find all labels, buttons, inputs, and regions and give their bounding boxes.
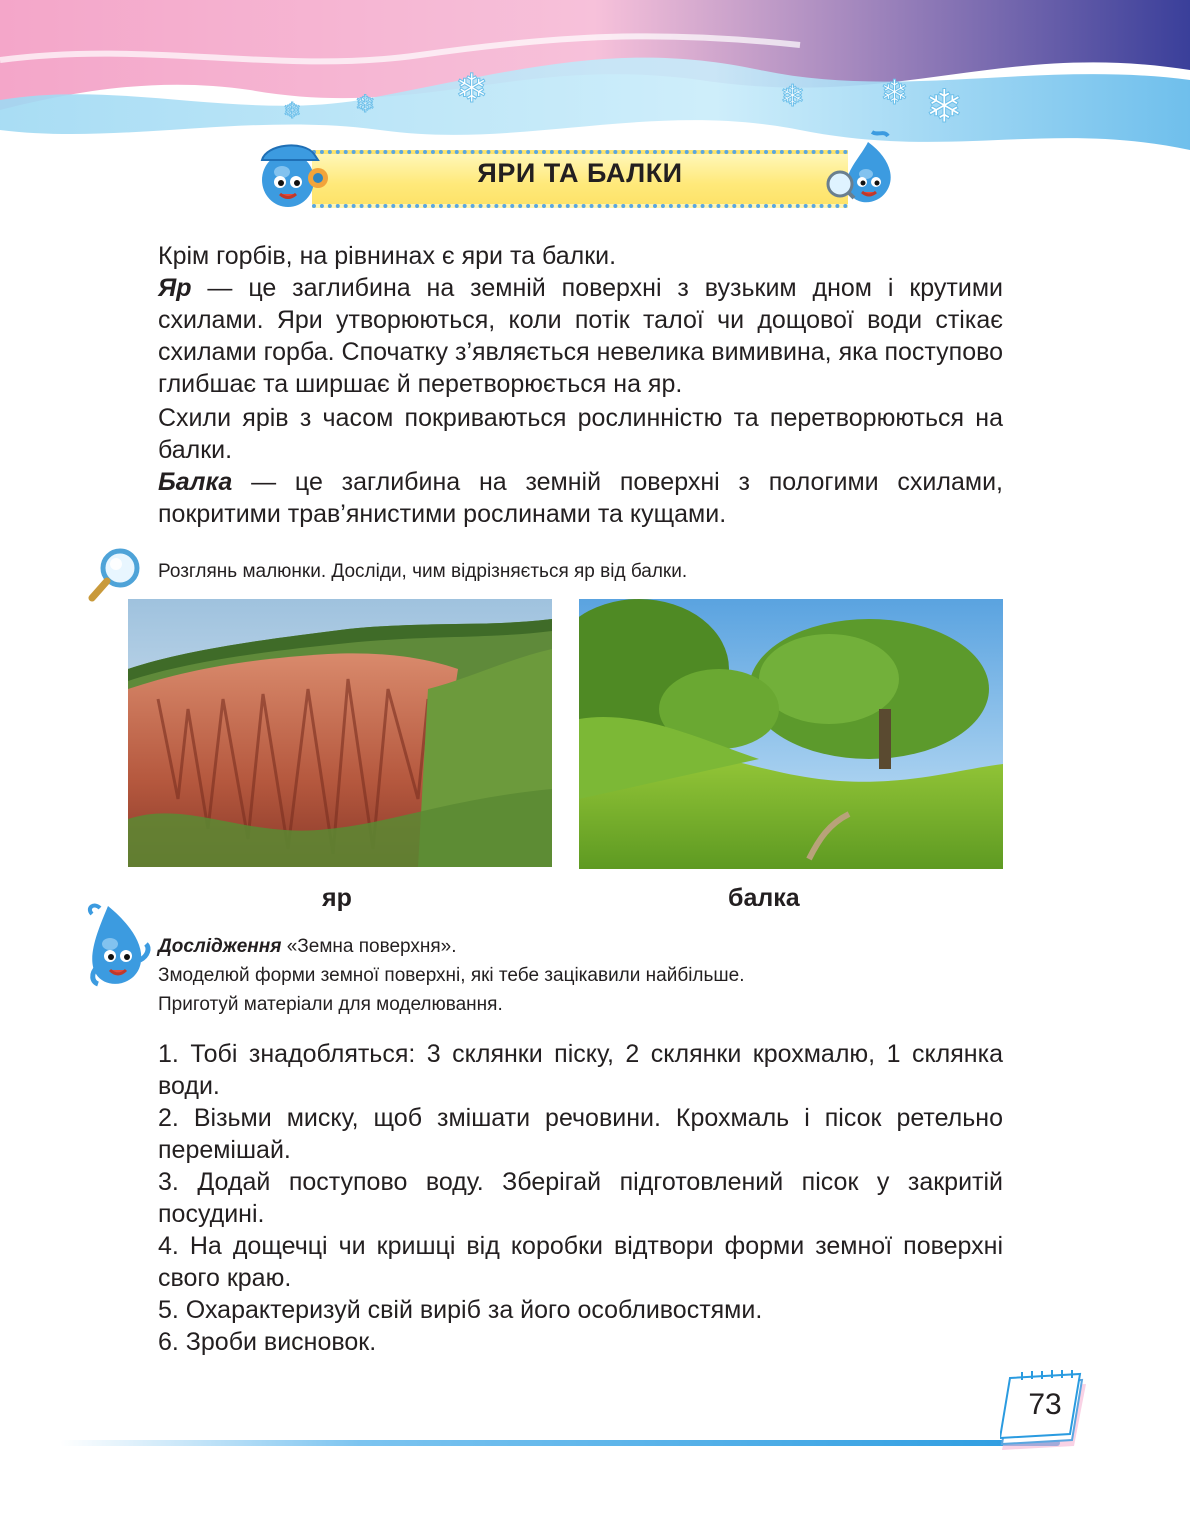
svg-text:❄: ❄ — [283, 99, 302, 124]
list-item: 1. Тобі знадобляться: 3 склянки піску, 2 склянки крохмалю, 1 склянка води. — [158, 1040, 1003, 1100]
svg-text:❄: ❄ — [880, 73, 909, 113]
research-term: Дослідження — [158, 936, 282, 957]
list-item: 2. Візьми миску, щоб змішати речовини. Крохмаль і пісок ретельно перемішай. — [158, 1104, 1003, 1164]
research-title: Дослідження «Земна поверхня». — [158, 936, 457, 957]
svg-text:❄: ❄ — [355, 90, 376, 118]
gully-photo — [579, 599, 1003, 869]
balka-term: Балка — [158, 468, 233, 496]
bottom-line — [60, 1440, 1060, 1446]
svg-text:❄: ❄ — [780, 79, 806, 114]
page-number: 73 — [1028, 1388, 1062, 1421]
yar-definition: Яр — це заглибина на земній поверхні з вузьким дном і крутими схилами. Яри утворюються, коли потік талої чи дощової води стікає схилами горба. Спочатку з’являється невелика вимивина, яка поступово глибшає та ширшає й перетворюється на яр. — [158, 274, 1003, 398]
list-item: 4. На дощечці чи кришці від коробки відтвори форми земної поверхні свого краю. — [158, 1232, 1003, 1292]
water-drop-mascot-icon — [80, 900, 156, 996]
svg-text:❄: ❄ — [925, 79, 964, 133]
caption-yar: яр — [322, 884, 352, 912]
svg-text:❄: ❄ — [455, 66, 489, 112]
list-item: 5. Охарактеризуй свій виріб за його особливостями. — [158, 1296, 763, 1324]
page-number-badge — [1000, 1370, 1090, 1452]
research-line-2: Приготуй матеріали для моделювання. — [158, 994, 503, 1015]
yar-term: Яр — [158, 274, 192, 302]
page-title: ЯРИ ТА БАЛКИ — [477, 158, 683, 188]
look-hint: Розглянь малюнки. Досліди, чим відрізняється яр від балки. — [158, 561, 688, 582]
caption-balka: балка — [728, 884, 800, 912]
list-item: 3. Додай поступово воду. Зберігай підготовлений пісок у закритій посудині. — [158, 1168, 1003, 1228]
balka-definition: Балка — це заглибина на земній поверхні з пологими схилами, покритими трав’янистими рослинами та кущами. — [158, 468, 1003, 528]
water-drop-mascot-icon — [820, 128, 900, 212]
magnifier-icon — [84, 546, 146, 604]
steps-list — [158, 1038, 1003, 1358]
research-line-1: Змоделюй форми земної поверхні, які тебе зацікавили найбільше. — [158, 965, 745, 986]
list-item: 6. Зроби висновок. — [158, 1328, 377, 1356]
slopes-paragraph: Схили ярів з часом покриваються рослинністю та перетворюються на балки. — [158, 404, 1003, 464]
title-banner — [300, 140, 860, 212]
intro-paragraph: Крім горбів, на рівнинах є яри та балки. — [158, 242, 617, 270]
ravine-photo — [128, 599, 552, 867]
water-drop-mascot-icon — [256, 138, 336, 210]
